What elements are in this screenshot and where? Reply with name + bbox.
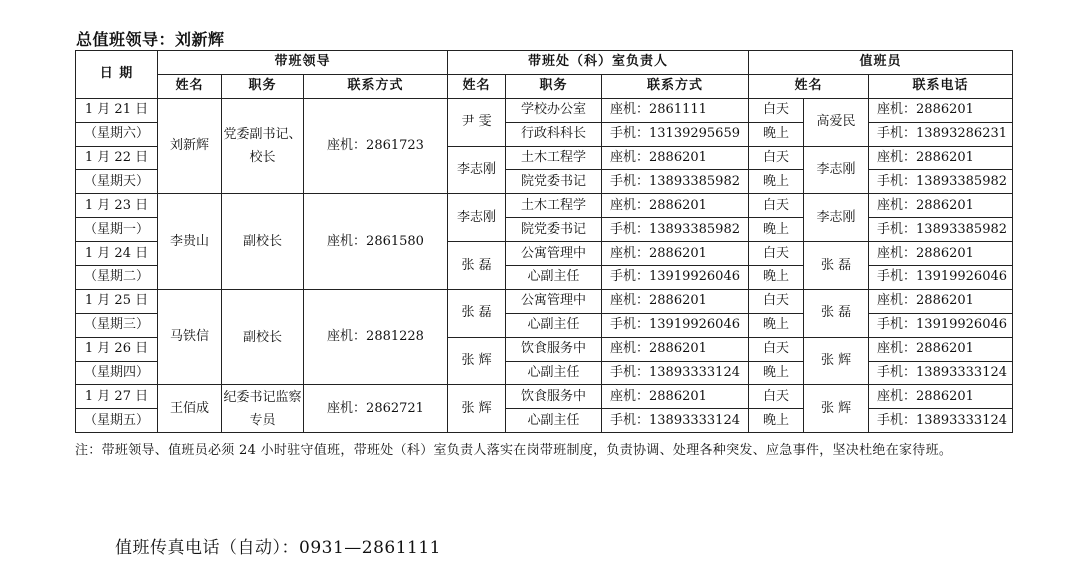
staff-shift: 晚上 <box>749 122 804 146</box>
office-position: 心副主任 <box>506 266 602 290</box>
staff-phone: 座机：2886201 <box>869 289 1013 313</box>
staff-phone: 手机：13893286231 <box>869 122 1013 146</box>
office-name: 李志刚 <box>448 146 506 194</box>
table-row <box>76 289 1013 313</box>
header-office-contact: 联系方式 <box>602 74 749 98</box>
date-cell: 1 月 27 日 <box>76 385 158 409</box>
table-row <box>76 98 1013 122</box>
office-name: 张 磊 <box>448 242 506 290</box>
leader-position: 党委副书记、校长 <box>222 98 304 194</box>
office-contact: 座机：2886201 <box>602 385 749 409</box>
office-name: 张 磊 <box>448 289 506 337</box>
office-contact: 手机：13893333124 <box>602 361 749 385</box>
staff-name: 高爱民 <box>804 98 869 146</box>
office-name: 尹 雯 <box>448 98 506 146</box>
header-office-name: 姓名 <box>448 74 506 98</box>
staff-phone: 座机：2886201 <box>869 194 1013 218</box>
office-name: 李志刚 <box>448 194 506 242</box>
leader-contact: 座机：2862721 <box>304 385 448 433</box>
duty-note: 注：带班领导、值班员必须 24 小时驻守值班，带班处（科）室负责人落实在岗带班制度，负责协调、处理各种突发、应急事件，坚决杜绝在家待班。 <box>75 443 953 458</box>
staff-shift: 白天 <box>749 146 804 170</box>
office-position: 心副主任 <box>506 313 602 337</box>
leader-name: 刘新辉 <box>158 98 222 194</box>
staff-shift: 晚上 <box>749 266 804 290</box>
staff-name: 李志刚 <box>804 194 869 242</box>
leader-position: 副校长 <box>222 289 304 385</box>
staff-name: 李志刚 <box>804 146 869 194</box>
header-staff-group: 值班员 <box>749 51 1013 75</box>
office-contact: 手机：13919926046 <box>602 266 749 290</box>
staff-shift: 白天 <box>749 289 804 313</box>
table-row <box>76 194 1013 218</box>
staff-shift: 白天 <box>749 337 804 361</box>
office-position: 公寓管理中 <box>506 242 602 266</box>
staff-name: 张 磊 <box>804 289 869 337</box>
header-office-group: 带班处（科）室负责人 <box>448 51 749 75</box>
header-staff-phone: 联系电话 <box>869 74 1013 98</box>
office-position: 院党委书记 <box>506 218 602 242</box>
date-cell: 1 月 23 日 <box>76 194 158 218</box>
office-contact: 手机：13139295659 <box>602 122 749 146</box>
header-leader-group: 带班领导 <box>158 51 448 75</box>
header-date: 日 期 <box>76 51 158 99</box>
staff-shift: 白天 <box>749 194 804 218</box>
office-contact: 手机：13893385982 <box>602 170 749 194</box>
office-position: 饮食服务中 <box>506 337 602 361</box>
date-cell: 1 月 25 日 <box>76 289 158 313</box>
staff-shift: 白天 <box>749 98 804 122</box>
staff-shift: 晚上 <box>749 170 804 194</box>
office-contact: 座机：2886201 <box>602 289 749 313</box>
office-contact: 手机：13919926046 <box>602 313 749 337</box>
leader-name: 马铁信 <box>158 289 222 385</box>
date-cell: （星期一） <box>76 218 158 242</box>
office-position: 学校办公室 <box>506 98 602 122</box>
staff-phone: 手机：13893385982 <box>869 170 1013 194</box>
office-name: 张 辉 <box>448 385 506 433</box>
duty-schedule-table <box>75 50 1013 433</box>
staff-phone: 座机：2886201 <box>869 146 1013 170</box>
staff-name: 张 辉 <box>804 385 869 433</box>
office-contact: 座机：2886201 <box>602 194 749 218</box>
staff-phone: 手机：13919926046 <box>869 266 1013 290</box>
header-office-position: 职务 <box>506 74 602 98</box>
date-cell: （星期二） <box>76 266 158 290</box>
fax-number: 值班传真电话（自动）：0931—2861111 <box>115 538 441 558</box>
header-leader-contact: 联系方式 <box>304 74 448 98</box>
staff-phone: 手机：13919926046 <box>869 313 1013 337</box>
date-cell: 1 月 26 日 <box>76 337 158 361</box>
date-cell: 1 月 21 日 <box>76 98 158 122</box>
date-cell: （星期六） <box>76 122 158 146</box>
date-cell: （星期三） <box>76 313 158 337</box>
staff-shift: 晚上 <box>749 361 804 385</box>
leader-name: 王佰成 <box>158 385 222 433</box>
office-position: 心副主任 <box>506 409 602 433</box>
leader-contact: 座机：2881228 <box>304 289 448 385</box>
staff-shift: 白天 <box>749 242 804 266</box>
header-leader-name: 姓名 <box>158 74 222 98</box>
office-position: 院党委书记 <box>506 170 602 194</box>
staff-shift: 晚上 <box>749 409 804 433</box>
staff-phone: 座机：2886201 <box>869 98 1013 122</box>
date-cell: 1 月 22 日 <box>76 146 158 170</box>
office-contact: 座机：2861111 <box>602 98 749 122</box>
office-position: 土木工程学 <box>506 146 602 170</box>
office-contact: 座机：2886201 <box>602 337 749 361</box>
leader-name: 李贵山 <box>158 194 222 290</box>
table-row <box>76 385 1013 409</box>
staff-phone: 手机：13893385982 <box>869 218 1013 242</box>
office-contact: 座机：2886201 <box>602 242 749 266</box>
leader-contact: 座机：2861723 <box>304 98 448 194</box>
office-position: 公寓管理中 <box>506 289 602 313</box>
office-position: 行政科科长 <box>506 122 602 146</box>
leader-contact: 座机：2861580 <box>304 194 448 290</box>
staff-shift: 白天 <box>749 385 804 409</box>
staff-shift: 晚上 <box>749 313 804 337</box>
staff-name: 张 磊 <box>804 242 869 290</box>
office-name: 张 辉 <box>448 337 506 385</box>
date-cell: （星期四） <box>76 361 158 385</box>
staff-name: 张 辉 <box>804 337 869 385</box>
leader-position: 副校长 <box>222 194 304 290</box>
staff-phone: 手机：13893333124 <box>869 361 1013 385</box>
office-contact: 手机：13893333124 <box>602 409 749 433</box>
date-cell: （星期五） <box>76 409 158 433</box>
date-cell: 1 月 24 日 <box>76 242 158 266</box>
office-contact: 座机：2886201 <box>602 146 749 170</box>
page-title: 总值班领导：刘新辉 <box>76 30 225 49</box>
staff-phone: 座机：2886201 <box>869 242 1013 266</box>
leader-position: 纪委书记监察专员 <box>222 385 304 433</box>
office-position: 土木工程学 <box>506 194 602 218</box>
header-leader-position: 职务 <box>222 74 304 98</box>
staff-phone: 座机：2886201 <box>869 385 1013 409</box>
office-position: 心副主任 <box>506 361 602 385</box>
date-cell: （星期天） <box>76 170 158 194</box>
staff-phone: 座机：2886201 <box>869 337 1013 361</box>
office-contact: 手机：13893385982 <box>602 218 749 242</box>
office-position: 饮食服务中 <box>506 385 602 409</box>
staff-phone: 手机：13893333124 <box>869 409 1013 433</box>
header-staff-name: 姓名 <box>749 74 869 98</box>
staff-shift: 晚上 <box>749 218 804 242</box>
